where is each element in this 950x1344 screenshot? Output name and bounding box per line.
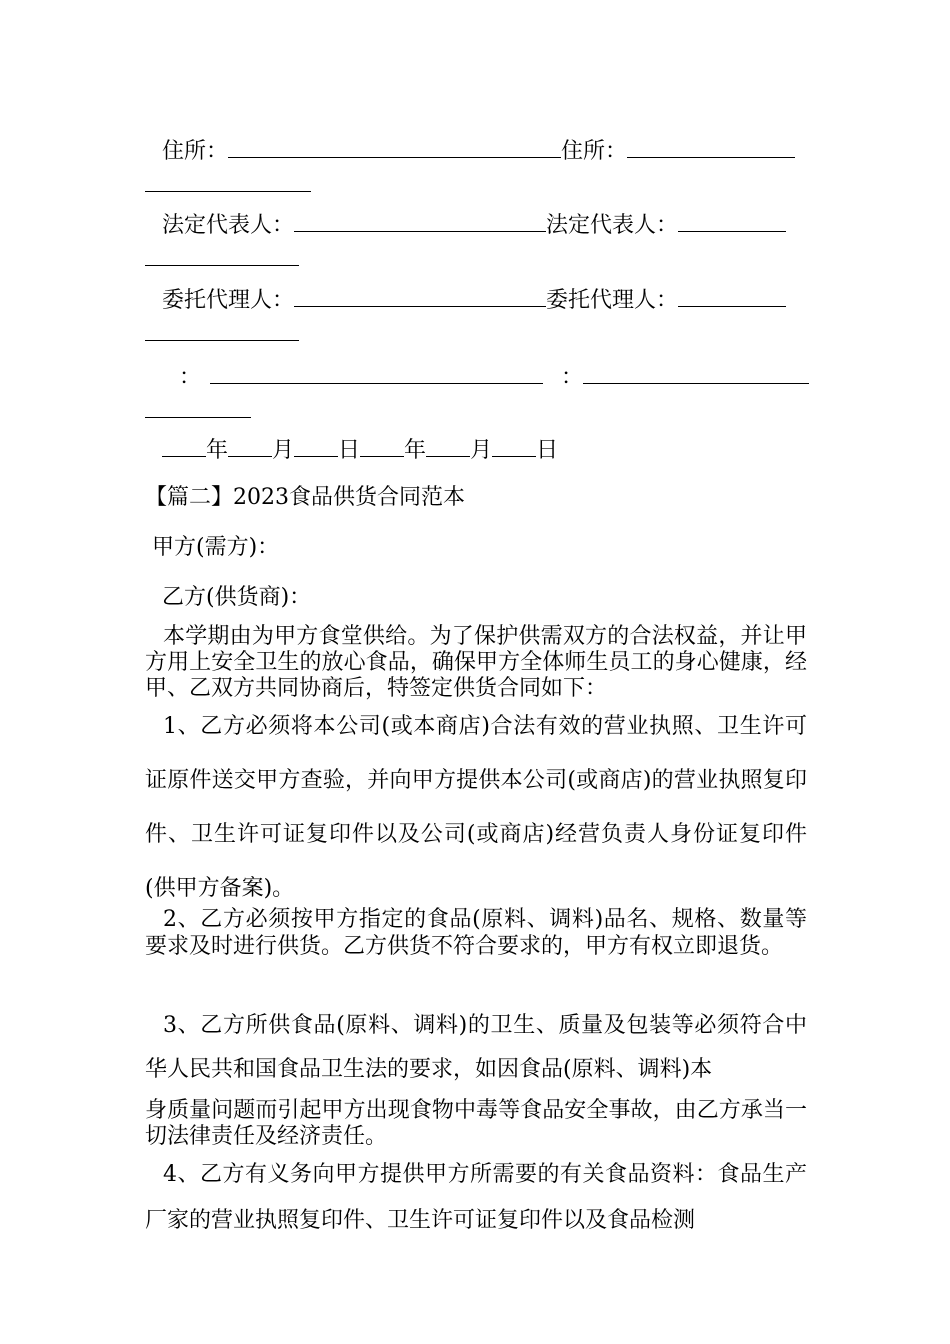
agent-row xyxy=(145,286,807,314)
year-blank-b[interactable] xyxy=(360,436,404,457)
year-label-b: 年 xyxy=(404,438,427,463)
agent-label-b: 委托代理人： xyxy=(546,288,679,313)
month-label-b: 月 xyxy=(470,438,493,463)
colon-blank-b[interactable] xyxy=(583,363,809,384)
intro-paragraph: 本学期由为甲方食堂供给。为了保护供需双方的合法权益，并让甲方用上安全卫生的放心食品，确保甲方全体师生员工的身心健康，经甲、乙双方共同协商后，特签定供货合同如下： xyxy=(145,624,807,701)
day-blank-a[interactable] xyxy=(294,436,338,457)
party-b-line: 乙方(供货商)： xyxy=(162,585,312,610)
date-row xyxy=(145,436,807,464)
colon-label-b: ： xyxy=(561,365,584,390)
clause-4: 4、乙方有义务向甲方提供甲方所需要的有关食品资料：食品生产厂家的营业执照复印件、卫生许可证复印件以及食品检测 xyxy=(145,1162,807,1233)
month-label-a: 月 xyxy=(272,438,295,463)
colon-blank-b-cont[interactable] xyxy=(145,397,251,418)
colon-blank-a[interactable] xyxy=(210,363,543,384)
year-label-a: 年 xyxy=(206,438,229,463)
legal-rep-label-b: 法定代表人： xyxy=(546,213,679,238)
clause-3-part-1: 3、乙方所供食品(原料、调料)的卫生、质量及包装等必须符合中华人民共和国食品卫生法的要求，如因食品(原料、调料)本 xyxy=(145,1013,807,1082)
day-label-b: 日 xyxy=(536,438,559,463)
party-a-line: 甲方(需方)： xyxy=(152,535,280,560)
address-blank-a[interactable] xyxy=(228,137,561,158)
legal-rep-blank-b[interactable] xyxy=(678,211,786,232)
agent-label-a: 委托代理人： xyxy=(162,288,295,313)
legal-rep-blank-a[interactable] xyxy=(294,211,546,232)
legal-rep-blank-b-cont[interactable] xyxy=(145,245,299,266)
legal-rep-row-cont xyxy=(145,245,807,273)
clause-3-part-2: 身质量问题而引起甲方出现食物中毒等食品安全事故，由乙方承当一切法律责任及经济责任。 xyxy=(145,1098,807,1149)
legal-rep-label-a: 法定代表人： xyxy=(162,213,295,238)
agent-blank-b[interactable] xyxy=(678,286,786,307)
address-row xyxy=(145,137,807,165)
agent-row-cont xyxy=(145,320,807,348)
colon-row xyxy=(145,363,807,391)
legal-rep-row xyxy=(145,211,807,239)
clause-2: 2、乙方必须按甲方指定的食品(原料、调料)品名、规格、数量等要求及时进行供货。乙方供货不符合要求的，甲方有权立即退货。 xyxy=(145,907,807,959)
section-heading: 【篇二】2023食品供货合同范本 xyxy=(145,485,465,510)
colon-row-cont xyxy=(145,397,807,425)
address-label-a: 住所： xyxy=(162,139,229,164)
day-label-a: 日 xyxy=(338,438,361,463)
month-blank-a[interactable] xyxy=(228,436,272,457)
month-blank-b[interactable] xyxy=(426,436,470,457)
address-blank-b-cont[interactable] xyxy=(145,171,311,192)
agent-blank-a[interactable] xyxy=(294,286,546,307)
clause-1: 1、乙方必须将本公司(或本商店)合法有效的营业执照、卫生许可证原件送交甲方查验，并向甲方提供本公司(或商店)的营业执照复印件、卫生许可证复印件以及公司(或商店)经营负责人身份证复印件(供甲方备案)。 xyxy=(145,714,807,901)
address-row-cont xyxy=(145,171,807,199)
agent-blank-b-cont[interactable] xyxy=(145,320,299,341)
colon-label-a: ： xyxy=(179,365,202,390)
day-blank-b[interactable] xyxy=(492,436,536,457)
address-label-b: 住所： xyxy=(561,139,628,164)
address-blank-b[interactable] xyxy=(627,137,795,158)
year-blank-a[interactable] xyxy=(162,436,206,457)
